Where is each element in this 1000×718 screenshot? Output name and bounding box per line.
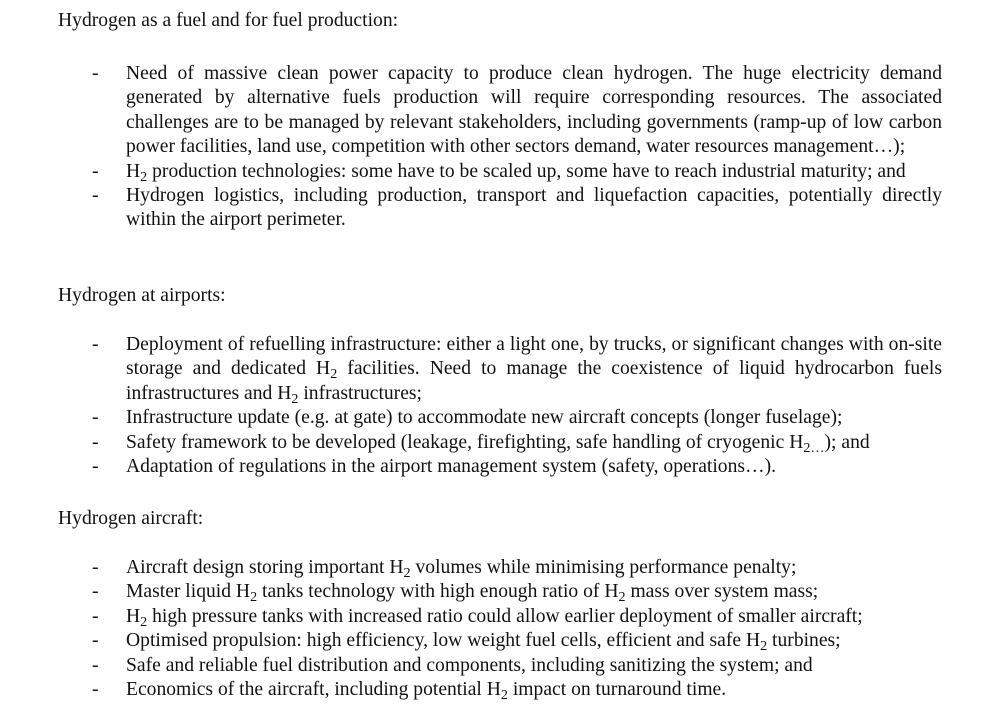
list-item-text (126, 62, 942, 160)
text-run: H (126, 605, 141, 627)
text-run: Safe and reliable fuel distribution and components, including sanitizing the system; and (126, 654, 813, 676)
section-list-aircraft (0, 556, 1000, 702)
text-run: ); and (824, 431, 870, 453)
bullet-dash: - (92, 160, 99, 182)
text-run: tanks technology with high enough ratio of H (257, 581, 619, 603)
bullet-dash: - (92, 557, 99, 578)
list-item-text (126, 580, 942, 604)
text-run: impact on turnaround time. (507, 679, 727, 701)
list-item (0, 629, 1000, 653)
text-run: Master liquid H (126, 581, 251, 603)
bullet-dash: - (92, 334, 99, 355)
subscript: 2 (330, 366, 338, 383)
list-item-text (126, 333, 942, 406)
text-run: Optimised propulsion: high efficiency, low weight fuel cells, efficient and safe H (126, 630, 761, 652)
list-item (0, 678, 1000, 702)
text-run: turbines; (767, 630, 841, 652)
text-run: Deployment of refuelling infrastructure: either a light one, by trucks, or significant changes with on-site storage and dedicated H (126, 334, 942, 380)
list-item-text (126, 184, 942, 233)
list-item (0, 406, 1000, 430)
list-item (0, 455, 1000, 479)
text-run: facilities. Need to manage the coexistence of liquid hydrocarbon fuels infrastructures and H (126, 358, 942, 404)
list-item (0, 605, 1000, 629)
list-item-text (126, 654, 942, 678)
section-heading-aircraft: Hydrogen aircraft: (58, 508, 204, 529)
text-run: Economics of the aircraft, including potential H (126, 679, 501, 701)
list-item (0, 654, 1000, 678)
bullet-dash: - (92, 679, 99, 701)
text-run: volumes while minimising performance penalty; (410, 557, 797, 578)
text-run: Aircraft design storing important H (126, 557, 404, 578)
list-item-text (126, 605, 942, 629)
bullet-dash: - (92, 407, 99, 429)
list-item (0, 62, 1000, 160)
subscript: 2 (500, 686, 508, 703)
list-item (0, 431, 1000, 455)
bullet-dash: - (92, 654, 99, 676)
text-run: Hydrogen logistics, including production, transport and liquefaction capacities, potentially directly within the airport perimeter. (126, 185, 942, 231)
section-heading-fuel-production: Hydrogen as a fuel and for fuel production: (58, 10, 399, 31)
text-run: Adaptation of regulations in the airport management system (safety, operations…). (126, 456, 777, 478)
list-item-text (126, 629, 942, 653)
list-item-text (126, 160, 942, 184)
subscript: 2 (140, 168, 148, 185)
section-list-airports (0, 333, 1000, 479)
bullet-dash: - (92, 605, 99, 627)
section-list-fuel-production (0, 62, 1000, 233)
bullet-dash: - (92, 431, 99, 453)
text-run: high pressure tanks with increased ratio could allow earlier deployment of smaller aircraft; (147, 605, 863, 627)
list-item (0, 333, 1000, 406)
subscript: 2 (291, 390, 299, 407)
text-run: mass over system mass; (625, 581, 819, 603)
text-run: H (126, 160, 141, 182)
bullet-dash: - (92, 581, 99, 603)
text-run: production technologies: some have to be scaled up, some have to reach industrial maturity; and (147, 160, 906, 182)
list-item (0, 160, 1000, 184)
list-item-text (126, 431, 942, 455)
bullet-dash: - (92, 456, 99, 478)
list-item-text (126, 406, 942, 430)
text-run: Infrastructure update (e.g. at gate) to accommodate new aircraft concepts (longer fuselage); (126, 407, 843, 429)
list-item-text (126, 455, 942, 479)
text-run: infrastructures; (298, 382, 422, 404)
list-item (0, 556, 1000, 580)
text-run: Safety framework to be developed (leakage, firefighting, safe handling of cryogenic H (126, 431, 804, 453)
text-run: Need of massive clean power capacity to produce clean hydrogen. The huge electricity demand generated by alternative fuels production will require corresponding resources. The associated challenges are to be managed by relevant stakeholders, including governments (ramp-up of low carbon power facilities, land use, competition with other sectors demand, water resources management…); (126, 63, 942, 158)
list-item-text (126, 556, 942, 580)
bullet-dash: - (92, 185, 99, 207)
list-item (0, 580, 1000, 604)
list-item (0, 184, 1000, 233)
subscript: 2 (403, 564, 411, 581)
list-item-text (126, 678, 942, 702)
subscript: 2 (618, 589, 626, 606)
subscript: 2 (760, 638, 768, 655)
subscript: 2 (250, 589, 258, 606)
bullet-dash: - (92, 63, 99, 84)
subscript: 2 (140, 613, 148, 630)
section-heading-airports: Hydrogen at airports: (58, 285, 226, 306)
bullet-dash: - (92, 630, 99, 652)
subscript: 2… (803, 439, 825, 456)
